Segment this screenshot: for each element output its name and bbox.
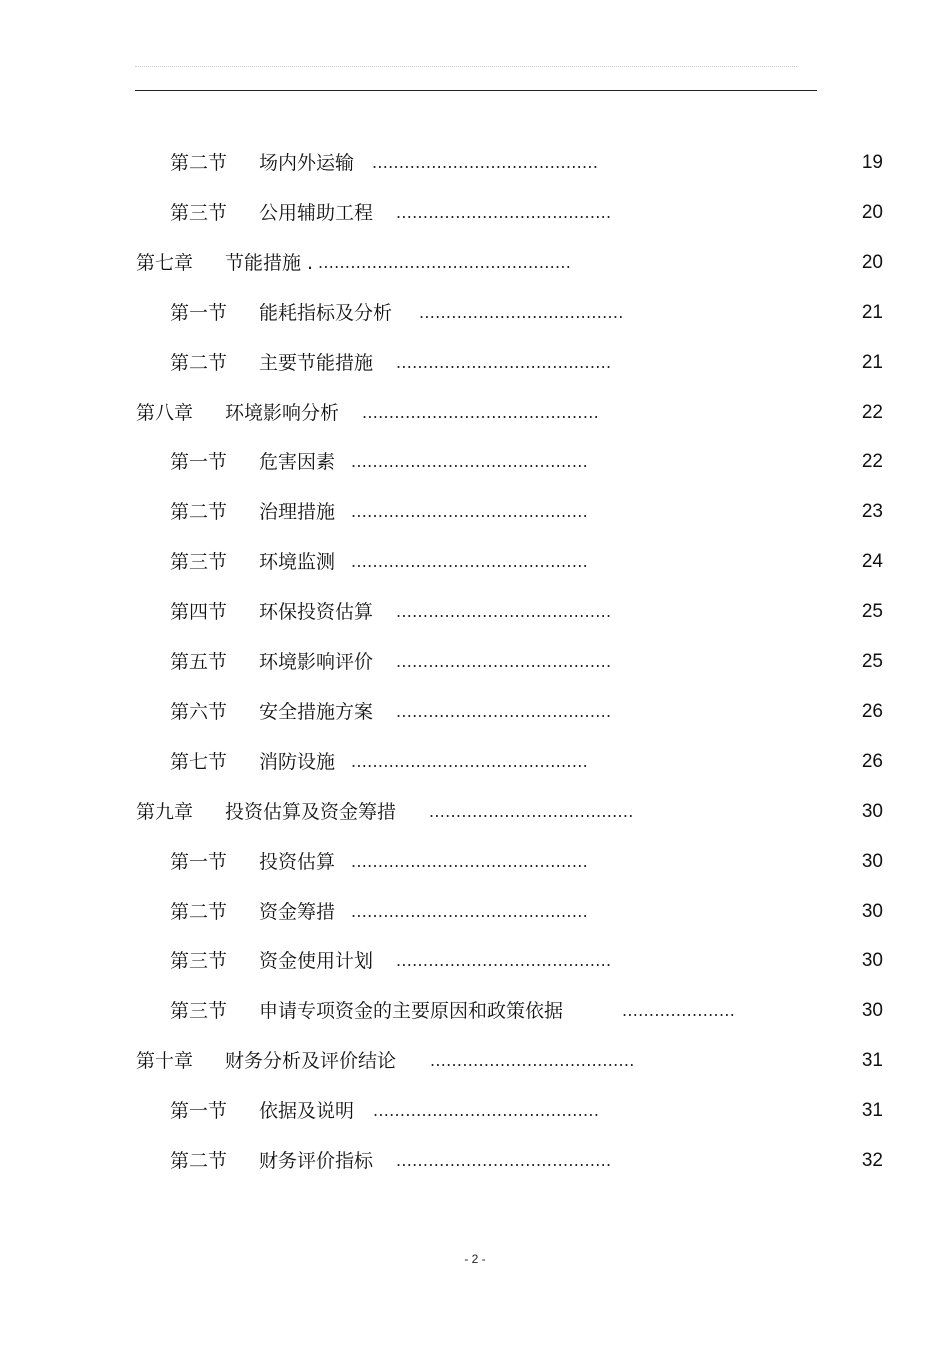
toc-entry-title: 环境监测 <box>259 551 336 573</box>
toc-entry-page: 22 <box>861 402 883 423</box>
toc-section-entry[interactable] <box>0 647 950 677</box>
toc-entry-title: 财务评价指标 <box>259 1150 374 1172</box>
toc-entry-page: 24 <box>861 551 883 572</box>
toc-entry-title: 能耗指标及分析 <box>259 302 393 324</box>
toc-entry-title: 依据及说明 <box>259 1100 355 1122</box>
toc-entry-page: 25 <box>861 601 883 622</box>
toc-section-entry[interactable] <box>0 946 950 976</box>
toc-entry-title: 资金筹措 <box>259 901 336 923</box>
toc-entry-page: 25 <box>861 651 883 672</box>
header-dotted-line <box>135 66 797 67</box>
toc-entry-leader: ..................... <box>622 1001 736 1020</box>
toc-entry-number: 第二节 <box>170 1150 228 1172</box>
toc-entry-title: 环保投资估算 <box>259 601 374 623</box>
toc-entry-number: 第四节 <box>170 601 228 623</box>
toc-section-entry[interactable] <box>0 198 950 228</box>
toc-entry-number: 第二节 <box>170 901 228 923</box>
toc-entry-leader: ...................................... <box>430 1051 635 1070</box>
toc-entry-number: 第二节 <box>170 501 228 523</box>
toc-entry-number: 第三节 <box>170 551 228 573</box>
toc-entry-leader: ............................................... <box>318 253 572 272</box>
toc-entry-page: 26 <box>861 751 883 772</box>
toc-entry-number: 第一节 <box>170 1100 228 1122</box>
toc-entry-leader: ........................................ <box>396 602 612 621</box>
toc-section-entry[interactable] <box>0 298 950 328</box>
toc-entry-leader: ............................................ <box>351 752 588 771</box>
toc-section-entry[interactable] <box>0 597 950 627</box>
toc-entry-leader: ........................................ <box>396 1151 612 1170</box>
toc-entry-title: 治理措施 <box>259 501 336 523</box>
toc-entry-page: 21 <box>861 352 883 373</box>
toc-entry-page: 30 <box>861 801 883 822</box>
toc-entry-leader: .......................................... <box>372 153 599 172</box>
toc-section-entry[interactable] <box>0 1096 950 1126</box>
toc-entry-title: 安全措施方案 <box>259 701 374 723</box>
toc-entry-page: 31 <box>861 1100 883 1121</box>
toc-entry-title: 财务分析及评价结论 <box>225 1050 397 1072</box>
toc-entry-number: 第三节 <box>170 202 228 224</box>
toc-entry-number: 第二节 <box>170 152 228 174</box>
toc-entry-page: 23 <box>861 501 883 522</box>
toc-entry-page: 32 <box>861 1150 883 1171</box>
toc-entry-number: 第七节 <box>170 751 228 773</box>
header-rule <box>135 90 817 91</box>
toc-entry-title: 主要节能措施 <box>259 352 374 374</box>
toc-section-entry[interactable] <box>0 996 950 1026</box>
toc-section-entry[interactable] <box>0 697 950 727</box>
toc-entry-leader: ............................................ <box>351 502 588 521</box>
toc-entry-page: 30 <box>861 950 883 971</box>
toc-entry-title: 危害因素 <box>259 451 336 473</box>
toc-entry-number: 第五节 <box>170 651 228 673</box>
toc-entry-page: 30 <box>861 1000 883 1021</box>
toc-entry-leader: ............................................ <box>362 403 599 422</box>
toc-entry-title: 投资估算及资金筹措 <box>225 801 397 823</box>
toc-entry-title: 资金使用计划 <box>259 950 374 972</box>
toc-entry-title: 环境影响分析 <box>225 402 340 424</box>
toc-entry-number: 第二节 <box>170 352 228 374</box>
toc-entry-leader: .......................................... <box>373 1101 600 1120</box>
toc-entry-number: 第一节 <box>170 851 228 873</box>
toc-entry-page: 22 <box>861 451 883 472</box>
toc-entry-leader: ........................................ <box>396 951 612 970</box>
toc-entry-number: 第六节 <box>170 701 228 723</box>
toc-entry-number: 第一节 <box>170 451 228 473</box>
toc-chapter-entry[interactable] <box>0 1046 950 1076</box>
toc-entry-leader: ............................................ <box>351 852 588 871</box>
toc-chapter-entry[interactable] <box>0 398 950 428</box>
toc-chapter-entry[interactable] <box>0 797 950 827</box>
toc-entry-page: 31 <box>861 1050 883 1071</box>
toc-section-entry[interactable] <box>0 148 950 178</box>
toc-entry-page: 30 <box>861 851 883 872</box>
toc-entry-title: 投资估算 <box>259 851 336 873</box>
toc-entry-leader: ........................................ <box>396 652 612 671</box>
toc-entry-leader: ........................................ <box>396 353 612 372</box>
toc-entry-title: 公用辅助工程 <box>259 202 374 224</box>
toc-entry-title: 消防设施 <box>259 751 336 773</box>
toc-entry-leader: ............................................ <box>351 902 588 921</box>
toc-entry-title: 场内外运输 <box>259 152 355 174</box>
toc-section-entry[interactable] <box>0 897 950 927</box>
toc-entry-title: 节能措施 . <box>225 252 314 274</box>
toc-chapter-entry[interactable] <box>0 248 950 278</box>
toc-entry-page: 30 <box>861 901 883 922</box>
toc-entry-page: 20 <box>861 202 883 223</box>
toc-section-entry[interactable] <box>0 1146 950 1176</box>
toc-entry-number: 第九章 <box>136 801 194 823</box>
toc-entry-number: 第三节 <box>170 950 228 972</box>
toc-entry-leader: ............................................ <box>351 552 588 571</box>
toc-section-entry[interactable] <box>0 348 950 378</box>
toc-section-entry[interactable] <box>0 497 950 527</box>
toc-section-entry[interactable] <box>0 447 950 477</box>
toc-entry-page: 21 <box>861 302 883 323</box>
toc-section-entry[interactable] <box>0 547 950 577</box>
toc-entry-number: 第十章 <box>136 1050 194 1072</box>
toc-entry-page: 20 <box>861 252 883 273</box>
toc-entry-number: 第七章 <box>136 252 194 274</box>
toc-section-entry[interactable] <box>0 847 950 877</box>
page-number: - 2 - <box>464 1252 486 1266</box>
toc-entry-number: 第三节 <box>170 1000 228 1022</box>
toc-entry-page: 26 <box>861 701 883 722</box>
toc-entry-leader: ...................................... <box>429 802 634 821</box>
toc-entry-leader: ........................................ <box>396 702 612 721</box>
toc-entry-page: 19 <box>861 152 883 173</box>
toc-entry-number: 第一节 <box>170 302 228 324</box>
toc-section-entry[interactable] <box>0 747 950 777</box>
toc-entry-number: 第八章 <box>136 402 194 424</box>
toc-entry-leader: ........................................ <box>396 203 612 222</box>
toc-entry-title: 申请专项资金的主要原因和政策依据 <box>259 1000 564 1022</box>
toc-entry-leader: ...................................... <box>419 303 624 322</box>
toc-entry-title: 环境影响评价 <box>259 651 374 673</box>
toc-entry-leader: ............................................ <box>351 452 588 471</box>
